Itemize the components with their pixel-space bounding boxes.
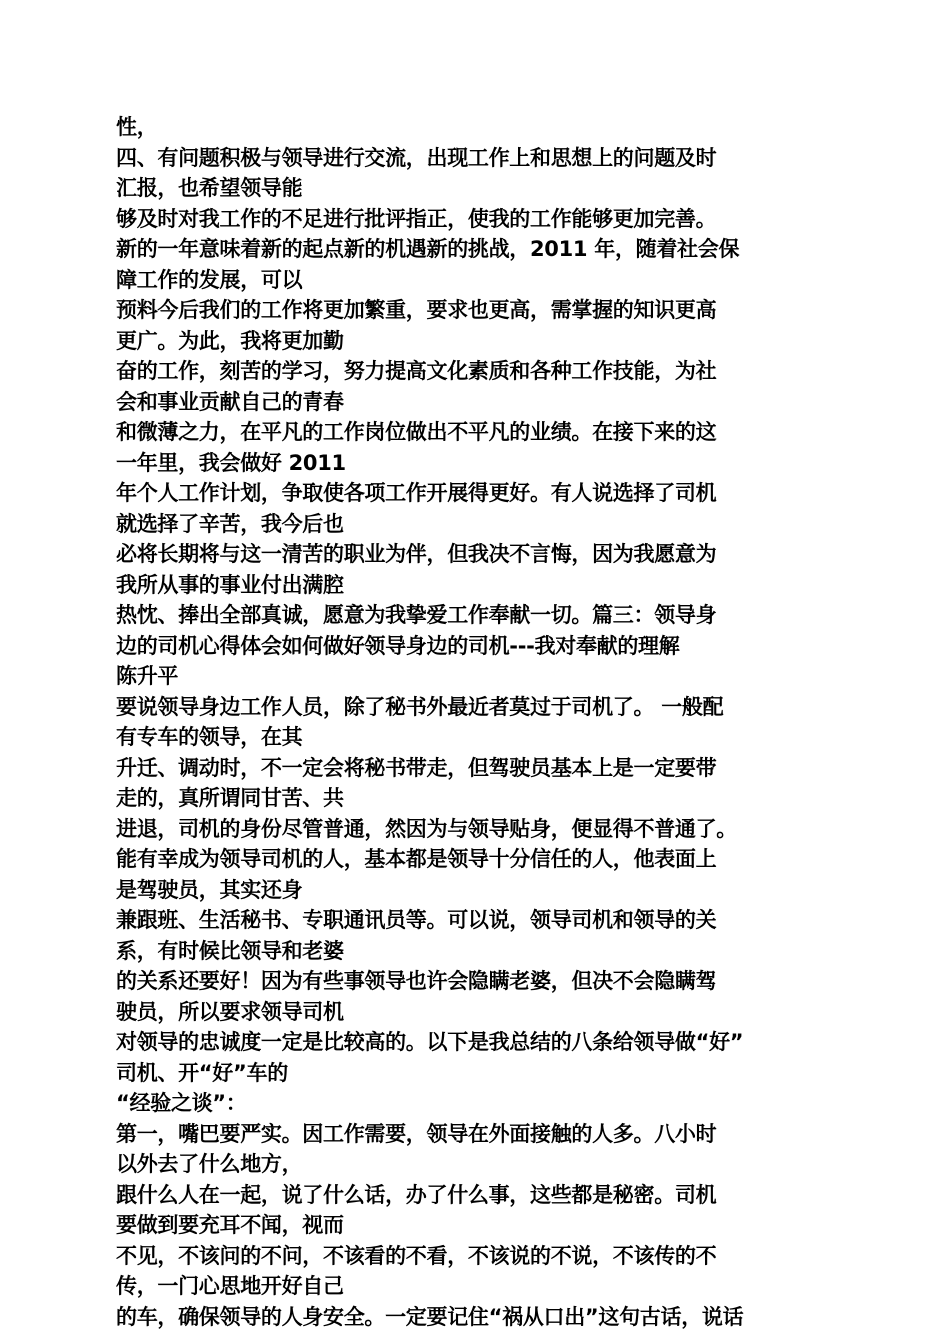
text-line: 升迁、调动时，不一定会将秘书带走，但驾驶员基本上是一定要带: [116, 755, 717, 780]
text-line: 能有幸成为领导司机的人，基本都是领导十分信任的人，他表面上: [116, 847, 717, 871]
text-line: 的关系还要好！因为有些事领导也许会隐瞒老婆，但决不会隐瞒驾: [116, 969, 717, 993]
text-line: 驶员，所以要求领导司机: [116, 999, 344, 1024]
text-line: 司机、开“好”车的: [116, 1060, 288, 1085]
text-line: 必将长期将与这一清苦的职业为伴，但我决不言悔，因为我愿意为: [116, 542, 717, 566]
text-line: 要做到要充耳不闻，视而: [116, 1213, 344, 1237]
text-line: 要说领导身边工作人员，除了秘书外最近者莫过于司机了。 一般配: [116, 694, 724, 719]
text-line: 进退，司机的身份尽管普通，然因为与领导贴身，便显得不普通了。: [116, 816, 737, 841]
text-line: 一年里，我会做好 2011: [116, 450, 346, 475]
text-line: 热忱、捧出全部真诚，愿意为我挚爱工作奉献一切。篇三：领导身: [116, 603, 717, 627]
text-line: 有专车的领导，在其: [116, 725, 303, 749]
text-line: 就选择了辛苦，我今后也: [116, 511, 344, 536]
text-line: 会和事业贡献自己的青春: [116, 389, 344, 414]
text-line: 四、有问题积极与领导进行交流，出现工作上和思想上的问题及时: [116, 145, 717, 170]
text-line: “经验之谈”：: [116, 1091, 247, 1115]
text-line: 跟什么人在一起，说了什么话，办了什么事，这些都是秘密。司机: [116, 1182, 717, 1207]
author-line: 陈升平: [116, 664, 179, 688]
text-line: 汇报，也希望领导能: [116, 176, 303, 200]
text-line: 和微薄之力，在平凡的工作岗位做出不平凡的业绩。在接下来的这: [116, 420, 717, 444]
text-line: 以外去了什么地方，: [116, 1152, 303, 1176]
text-line: 年个人工作计划，争取使各项工作开展得更好。有人说选择了司机: [116, 481, 717, 505]
text-line: 走的，真所谓同甘苦、共: [116, 786, 344, 810]
document-body: [116, 112, 836, 1332]
text-line: 的车，确保领导的人身安全。一定要记住“祸从口出”这句古话，说话: [116, 1304, 744, 1329]
text-line: 更广。为此，我将更加勤: [116, 328, 344, 353]
text-line: 性，: [116, 115, 158, 139]
text-line: 是驾驶员，其实还身: [116, 877, 303, 902]
text-line: 兼跟班、生活秘书、专职通讯员等。可以说，领导司机和领导的关: [116, 908, 717, 932]
text-line: 预料今后我们的工作将更加繁重，要求也更高，需掌握的知识更高: [116, 298, 717, 322]
text-line: 系，有时候比领导和老婆: [116, 938, 344, 963]
text-line: 对领导的忠诚度一定是比较高的。以下是我总结的八条给领导做“好”: [116, 1030, 744, 1054]
text-line: 我所从事的事业付出满腔: [116, 572, 344, 597]
text-line: 第一，嘴巴要严实。因工作需要，领导在外面接触的人多。八小时: [116, 1121, 717, 1146]
text-line: 够及时对我工作的不足进行批评指正，使我的工作能够更加完善。: [116, 206, 717, 231]
text-line: 障工作的发展，可以: [116, 267, 303, 292]
text-line: 边的司机心得体会如何做好领导身边的司机---我对奉献的理解: [116, 633, 680, 658]
text-line: 不见，不该问的不问，不该看的不看，不该说的不说，不该传的不: [116, 1243, 717, 1268]
text-line: 奋的工作，刻苦的学习，努力提高文化素质和各种工作技能，为社: [116, 359, 717, 383]
text-line: 新的一年意味着新的起点新的机遇新的挑战，2011 年，随着社会保: [116, 237, 740, 261]
text-line: 传，一门心思地开好自己: [116, 1274, 344, 1298]
